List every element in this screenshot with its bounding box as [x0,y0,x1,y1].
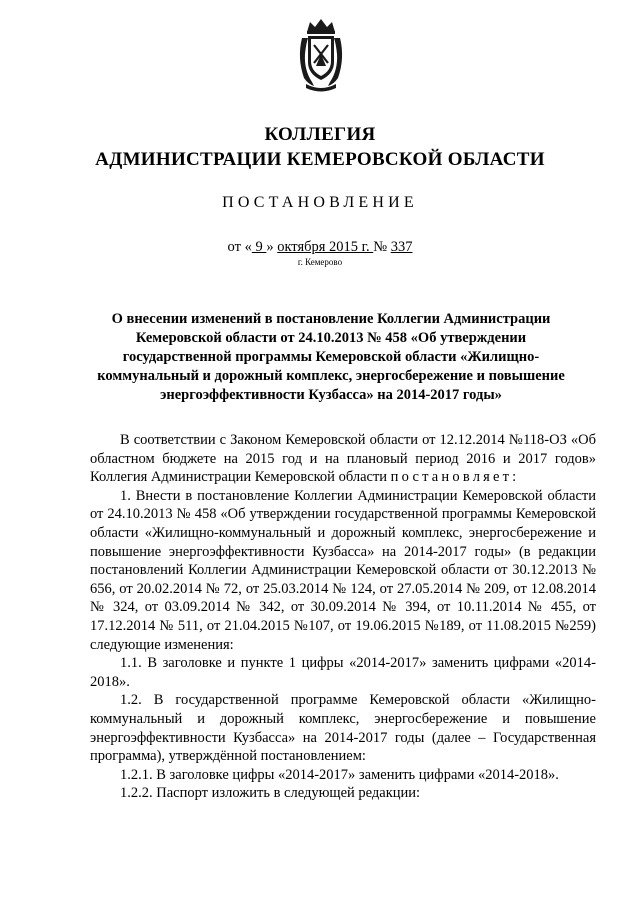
org-name-line1: КОЛЛЕГИЯ [264,124,376,145]
resolve-verb: постановляет: [390,469,520,486]
date-month-year: октября 2015 г. [277,239,374,255]
paragraph-1-2: 1.2. В государственной программе Кемеровской области «Жилищно-коммунальный и дорожный комплекс, энергосбережение и повышение энергоэффективности Кузбасса» на 2014-2017 годы (далее – Государственная программа), утверждённой постановлением: [90,692,596,765]
paragraph-1-2-1: 1.2.1. В заголовке цифры «2014-2017» заменить цифрами «2014-2018». [120,766,559,783]
paragraph-1: 1. Внести в постановление Коллегии Администрации Кемеровской области от 24.10.2013 № 458 «Об утверждении государственной программы Кемеровской области «Жилищно-коммунальный и дорожный комплекс, энергосбережение и повышение энергоэффективности Кузбасса» на 2014-2017 годы» (в редакции постановлений Коллегии Администрации Кемеровской области от 30.12.2013 № 656, от 20.02.2014 № 72, от 25.03.2014 № 124, от 27.05.2014 № 209, от 12.08.2014 № 324, от 03.09.2014 № 342, от 30.09.2014 № 394, от 10.11.2014 № 455, от 17.12.2014 № 511, от 21.04.2015 №107, от 19.06.2015 №189, от 11.08.2015 №259) следующие изменения: [90,487,596,653]
number-label: № [373,239,391,255]
date-day: 9 [251,239,267,255]
org-name-line2: АДМИНИСТРАЦИИ КЕМЕРОВСКОЙ ОБЛАСТИ [95,149,545,170]
preamble-text: В соответствии с Законом Кемеровской области от 12.12.2014 №118-ОЗ «Об областном бюджете на 2015 год и на плановый период 2016 и 2017 годов» Коллегия Администрации Кемеровской области [90,432,596,486]
city: г. Кемерово [297,257,343,267]
document-body [90,431,596,803]
paragraph-preamble [90,431,596,487]
paragraph-1-1: 1.1. В заголовке и пункте 1 цифры «2014-2017» заменить цифрами «2014-2018». [90,655,596,690]
document-title: О внесении изменений в постановление Коллегии Администрации Кемеровской области от 24.10.2013 № 458 «Об утверждении государственной программы Кемеровской области «Жилищно-коммунальный и дорожный комплекс, энергосбережение и повышение энергоэффективности Кузбасса» на 2014-2017 годы» [97,311,565,403]
date-number-line [0,239,640,256]
date-prefix: от « [227,239,252,255]
coat-of-arms-icon [296,18,346,92]
document-type: ПОСТАНОВЛЕНИЕ [222,194,418,211]
paragraph-1-2-2: 1.2.2. Паспорт изложить в следующей редакции: [120,785,421,802]
date-mid: » [266,239,278,255]
document-number: 337 [390,239,413,255]
